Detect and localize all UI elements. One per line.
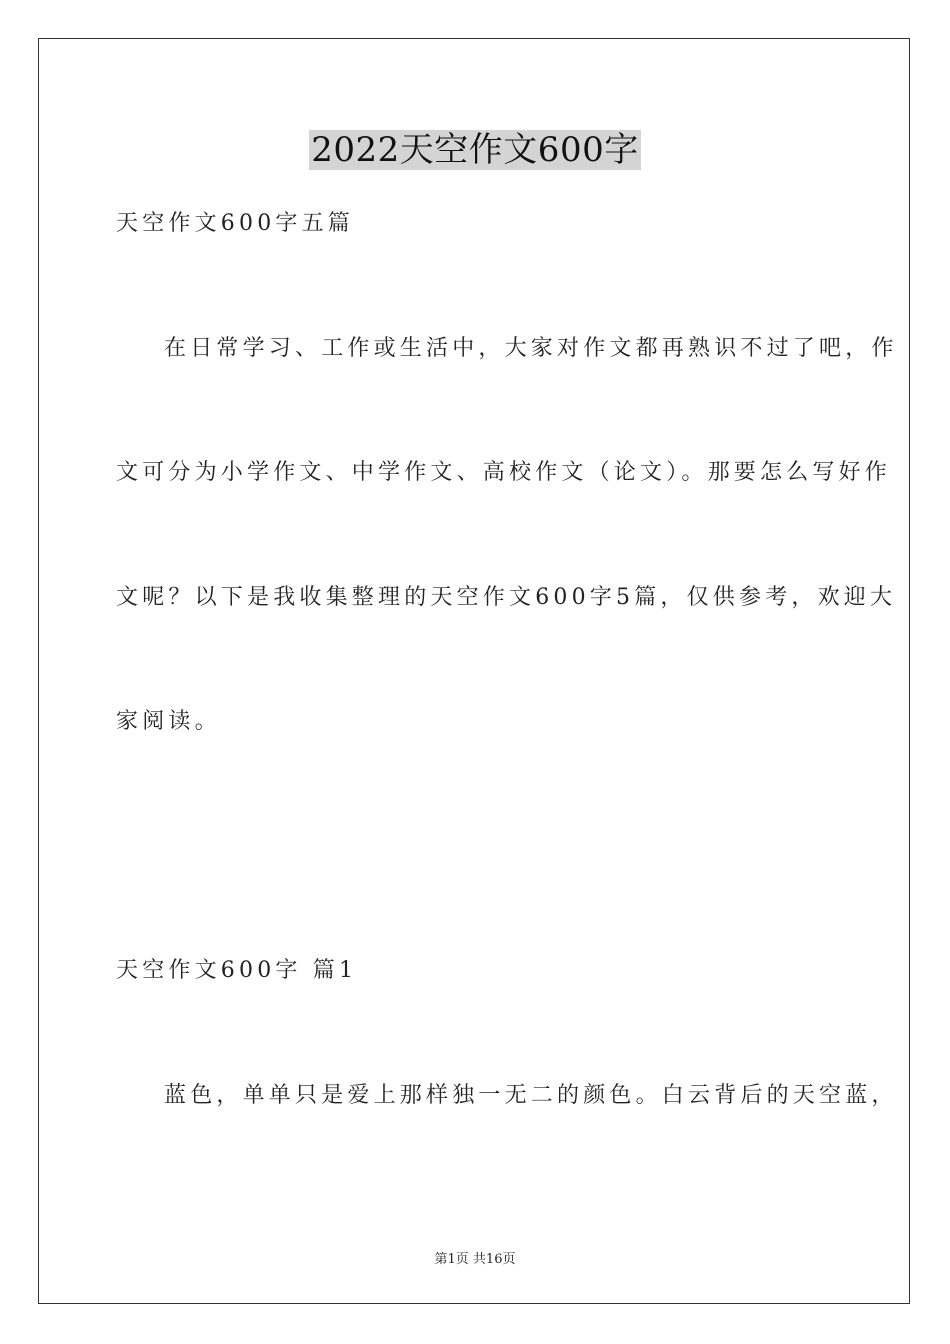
section-heading: 天空作文600字 篇1 xyxy=(116,958,358,983)
intro-line-3: 文呢？以下是我收集整理的天空作文600字5篇，仅供参考，欢迎大 xyxy=(116,585,897,610)
document-title xyxy=(0,128,950,172)
section-line-1: 蓝色，单单只是爱上那样独一无二的颜色。白云背后的天空蓝， xyxy=(164,1083,898,1108)
intro-line-4: 家阅读。 xyxy=(116,709,221,734)
intro-line-2: 文可分为小学作文、中学作文、高校作文（论文）。那要怎么写好作 xyxy=(116,460,892,485)
document-title-text: 2022天空作文600字 xyxy=(311,130,639,170)
document-subtitle: 天空作文600字五篇 xyxy=(116,211,354,236)
intro-line-1: 在日常学习、工作或生活中，大家对作文都再熟识不过了吧，作 xyxy=(164,336,898,361)
page-number: 第1页 共16页 xyxy=(434,1252,516,1267)
